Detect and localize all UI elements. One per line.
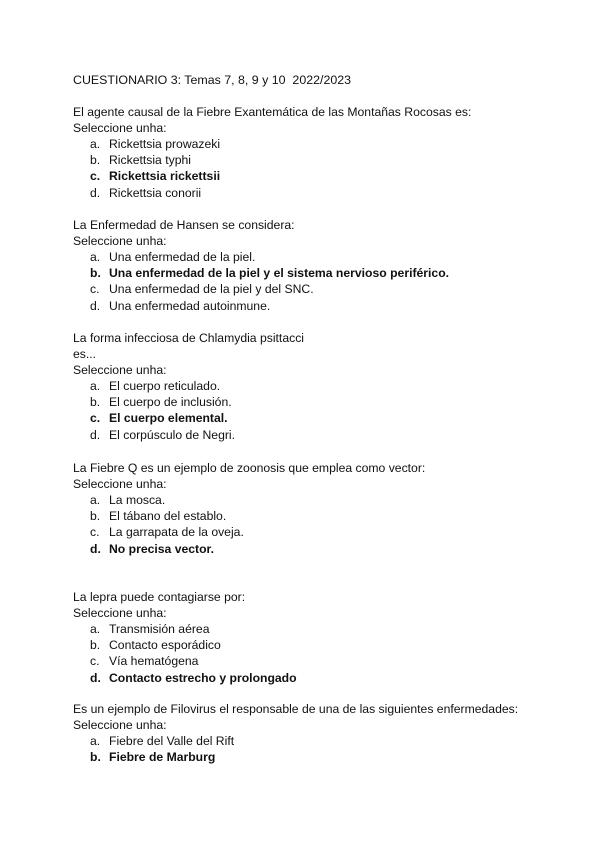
question-prompt: Seleccione unha: (73, 718, 167, 732)
question-text: La Fiebre Q es un ejemplo de zoonosis que emplea como vector: (73, 461, 426, 475)
option-text: La garrapata de la oveja. (109, 525, 244, 540)
option-letter: a. (90, 734, 101, 748)
question-text: El agente causal de la Fiebre Exantemática de las Montañas Rocosas es: (73, 105, 472, 119)
option-text: Contacto estrecho y prolongado (109, 670, 297, 685)
question-prompt: Seleccione unha: (73, 234, 167, 248)
option-letter: a. (90, 493, 101, 507)
option-list (73, 733, 593, 765)
option-letter: c. (90, 282, 100, 297)
option-letter: d. (90, 185, 101, 200)
answer-option (73, 621, 593, 637)
answer-option-correct (73, 168, 593, 184)
option-letter: c. (90, 525, 100, 540)
option-letter: b. (90, 750, 101, 765)
option-text: Una enfermedad autoinmune. (109, 298, 271, 313)
option-list (73, 249, 593, 314)
option-text: No precisa vector. (109, 541, 214, 556)
option-list (73, 621, 593, 686)
option-text: Vía hematógena (109, 654, 199, 669)
question-block (73, 104, 593, 201)
answer-option (73, 637, 593, 653)
question-text: La lepra puede contagiarse por: (73, 590, 246, 604)
answer-option (73, 508, 593, 524)
option-letter: a. (90, 622, 101, 636)
question-text: Es un ejemplo de Filovirus el responsable de una de las siguientes enfermedades: (73, 702, 519, 716)
option-letter: b. (90, 509, 101, 524)
answer-option (73, 185, 593, 201)
answer-option (73, 492, 593, 508)
option-list (73, 492, 593, 557)
option-text: Rickettsia prowazeki (109, 137, 221, 151)
option-letter: d. (90, 298, 101, 313)
answer-option-correct (73, 749, 593, 765)
answer-option (73, 733, 593, 749)
option-text: La mosca. (109, 493, 166, 507)
document-title: CUESTIONARIO 3: Temas 7, 8, 9 y 10 2022/2023 (73, 73, 352, 87)
option-text: Rickettsia rickettsii (109, 169, 221, 184)
option-text: Fiebre del Valle del Rift (109, 734, 235, 748)
option-list (73, 378, 593, 443)
question-prompt: Seleccione unha: (73, 363, 167, 377)
option-letter: a. (90, 137, 101, 151)
answer-option-correct (73, 670, 593, 686)
question-prompt: Seleccione unha: (73, 121, 167, 135)
answer-option (73, 281, 593, 297)
option-text: Fiebre de Marburg (109, 750, 216, 765)
option-text: Transmisión aérea (109, 622, 210, 636)
answer-option (73, 524, 593, 540)
answer-option (73, 394, 593, 410)
answer-option-correct (73, 265, 593, 281)
answer-option (73, 378, 593, 394)
option-letter: b. (90, 638, 101, 653)
question-text: La Enfermedad de Hansen se considera: (73, 218, 295, 232)
option-letter: a. (90, 250, 101, 264)
option-letter: c. (90, 654, 100, 669)
option-letter: d. (90, 427, 101, 442)
answer-option-correct (73, 410, 593, 426)
option-text: El cuerpo reticulado. (109, 379, 221, 393)
option-letter: c. (90, 169, 101, 184)
option-text: Una enfermedad de la piel y el sistema nervioso periférico. (109, 266, 450, 281)
option-text: El cuerpo de inclusión. (109, 395, 232, 410)
answer-option-correct (73, 541, 593, 557)
question-block (73, 460, 593, 557)
option-letter: d. (90, 670, 101, 685)
option-text: Rickettsia typhi (109, 153, 191, 168)
option-text: Una enfermedad de la piel. (109, 250, 256, 264)
option-letter: c. (90, 411, 101, 426)
answer-option (73, 298, 593, 314)
question-block (73, 701, 593, 765)
question-block (73, 217, 593, 314)
question-block (73, 589, 593, 686)
option-letter: b. (90, 395, 101, 410)
option-letter: b. (90, 266, 101, 281)
question-block (73, 330, 593, 443)
option-text: El corpúsculo de Negri. (109, 427, 235, 442)
answer-option (73, 653, 593, 669)
option-text: Una enfermedad de la piel y del SNC. (109, 282, 314, 297)
option-letter: d. (90, 541, 101, 556)
answer-option (73, 152, 593, 168)
question-text: La forma infecciosa de Chlamydia psittacci es... (73, 331, 304, 361)
option-text: Rickettsia conorii (109, 185, 202, 200)
answer-option (73, 249, 593, 265)
option-text: El cuerpo elemental. (109, 411, 228, 426)
option-list (73, 136, 593, 201)
question-prompt: Seleccione unha: (73, 606, 167, 620)
answer-option (73, 136, 593, 152)
option-text: Contacto esporádico (109, 638, 221, 653)
answer-option (73, 427, 593, 443)
option-letter: a. (90, 379, 101, 393)
option-letter: b. (90, 153, 101, 168)
question-prompt: Seleccione unha: (73, 477, 167, 491)
option-text: El tábano del establo. (109, 509, 227, 524)
